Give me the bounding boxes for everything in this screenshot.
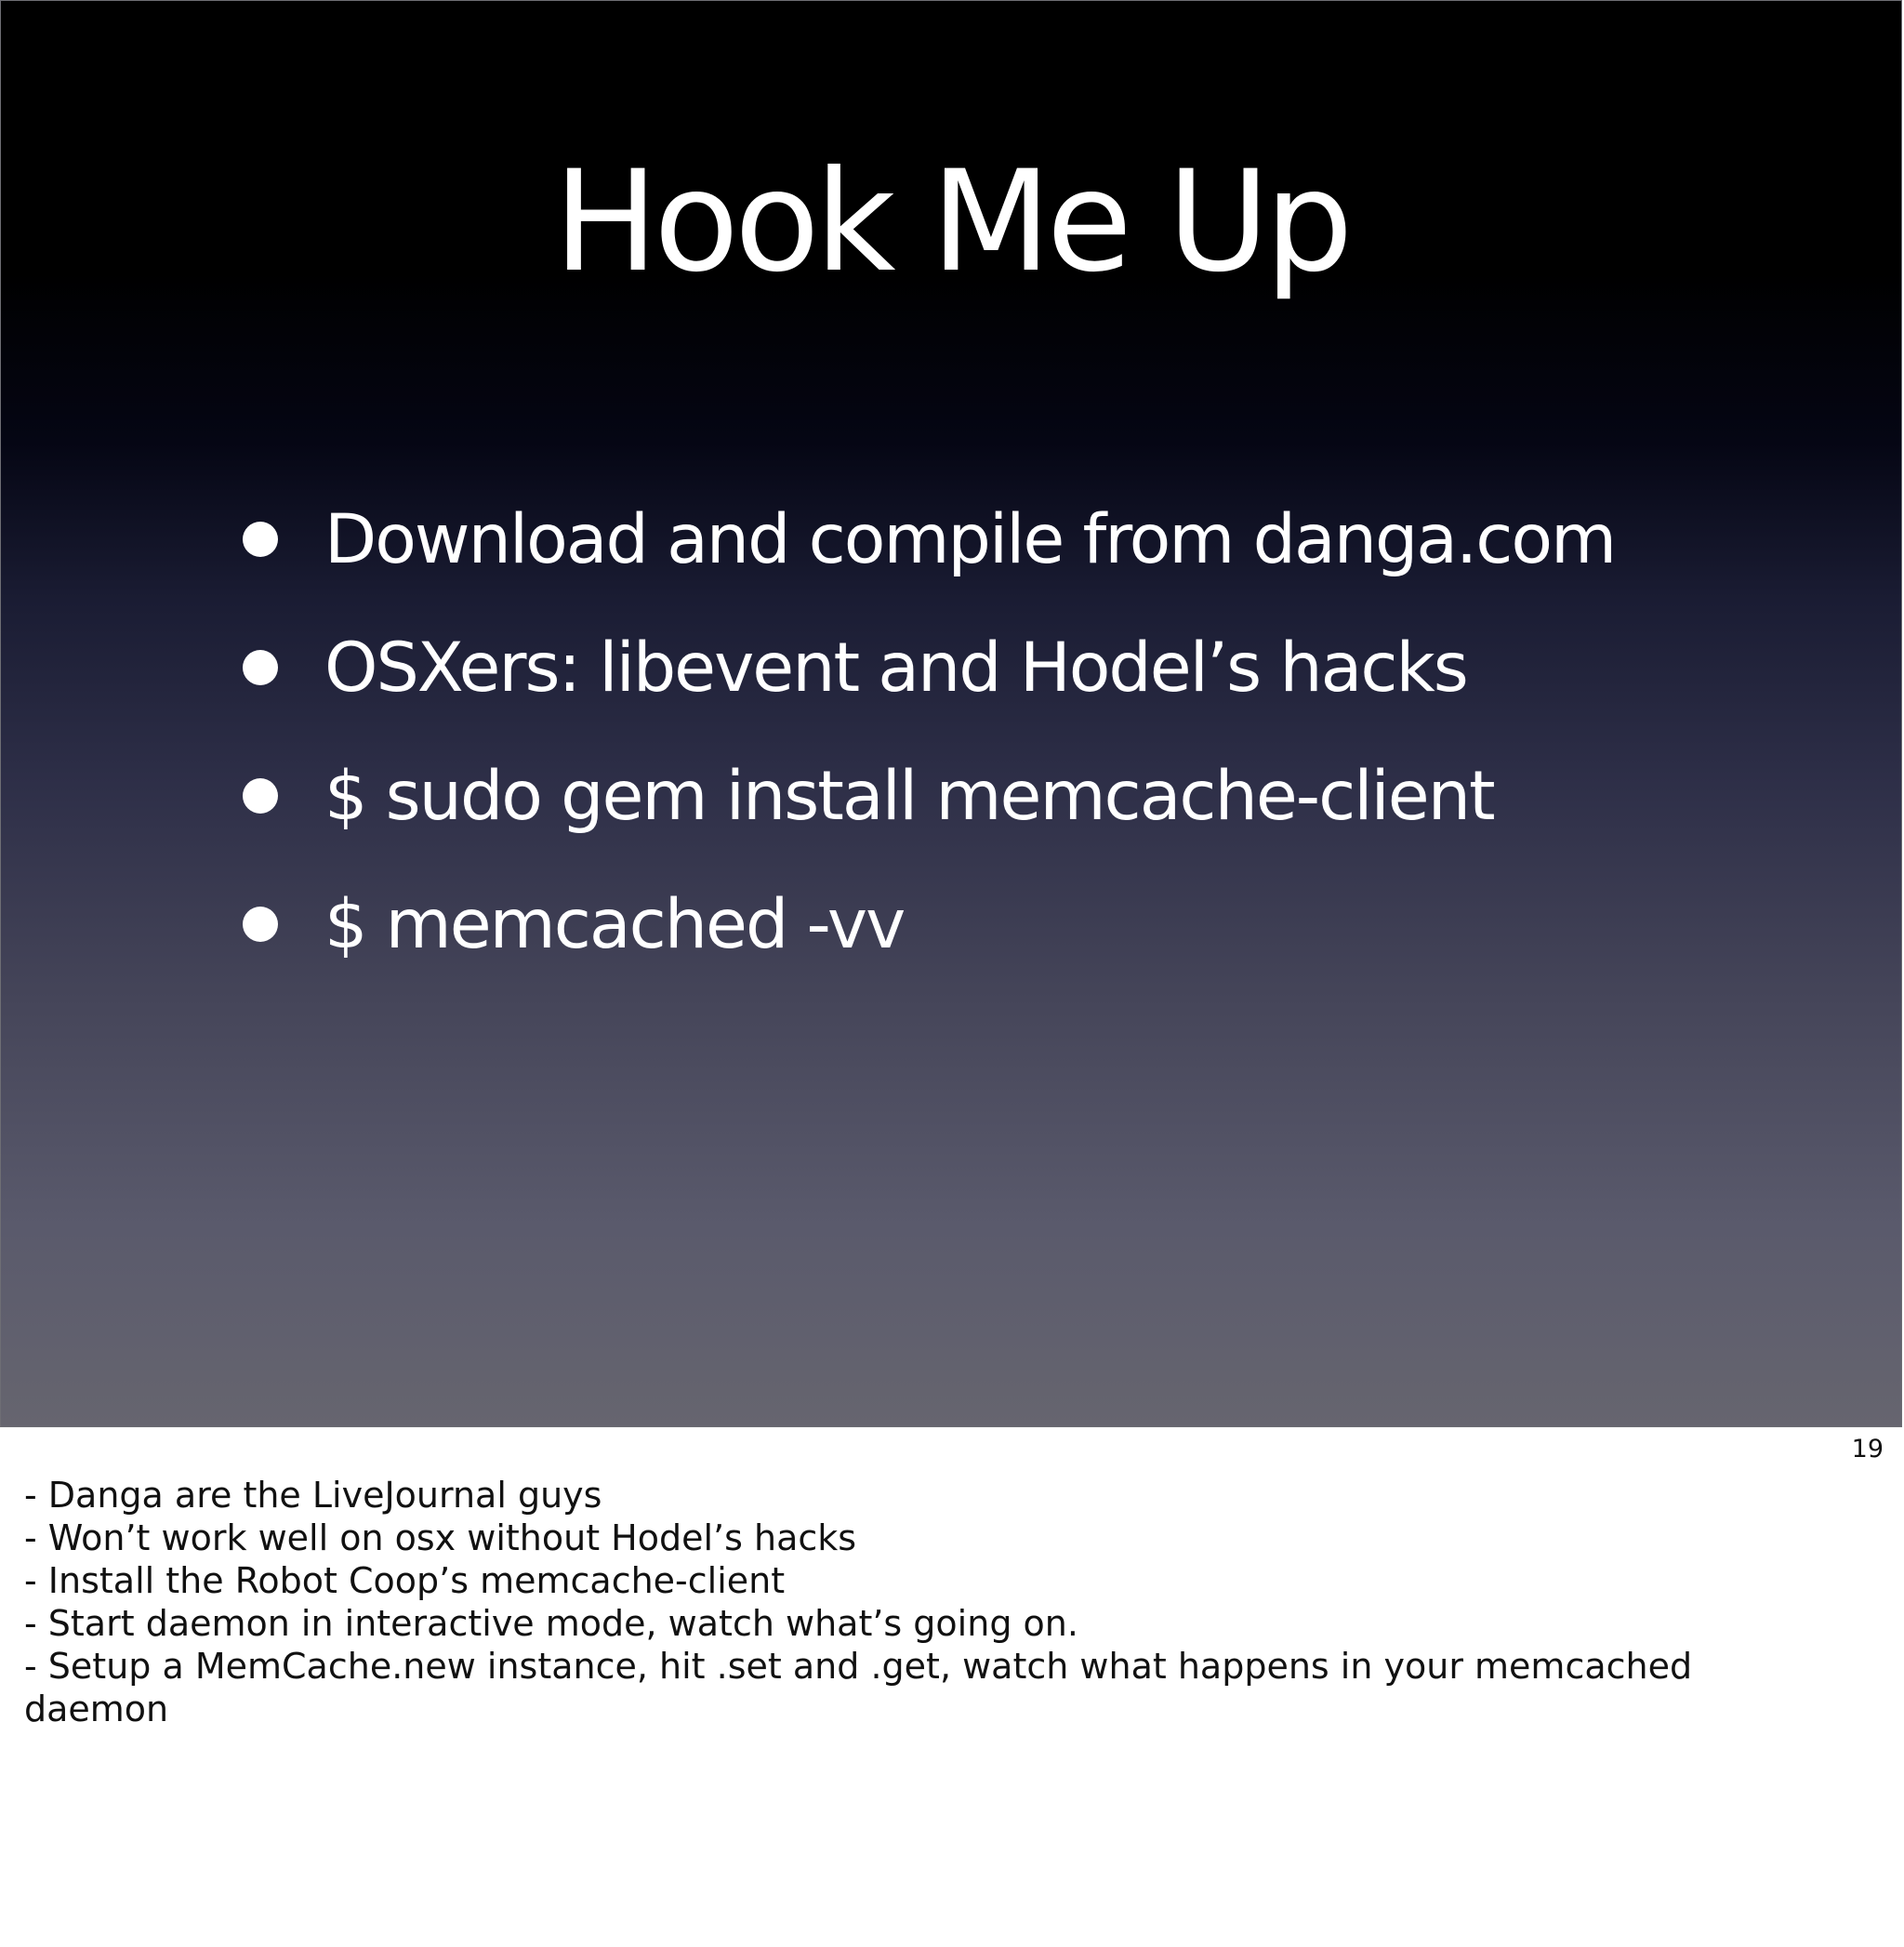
speaker-notes <box>24 1474 1791 1730</box>
bullet-dot-icon <box>243 650 278 685</box>
bullet-item <box>241 603 1615 732</box>
bullet-text: OSXers: libevent and Hodel’s hacks <box>324 628 1467 708</box>
note-line: - Danga are the LiveJournal guys <box>24 1475 602 1516</box>
bullet-dot-icon <box>243 778 278 814</box>
bullet-dot-icon <box>243 522 278 557</box>
bullet-dot-icon <box>243 907 278 942</box>
bullet-item <box>241 475 1615 603</box>
page-number: 19 <box>1851 1435 1884 1464</box>
note-line: - Install the Robot Coop’s memcache-client <box>24 1560 786 1601</box>
bullet-text: $ memcached -vv <box>324 884 905 964</box>
bullet-item <box>241 732 1615 860</box>
bullet-item <box>241 860 1615 988</box>
note-line: - Start daemon in interactive mode, watch what’s going on. <box>24 1603 1078 1644</box>
note-line: - Setup a MemCache.new instance, hit .set and .get, watch what happens in your memcached daemon <box>24 1646 1704 1729</box>
bullet-text: Download and compile from danga.com <box>324 499 1616 579</box>
bullet-text: $ sudo gem install memcache-client <box>324 756 1494 836</box>
note-line: - Won’t work well on osx without Hodel’s hacks <box>24 1517 857 1558</box>
slide-title: Hook Me Up <box>553 141 1349 303</box>
bullet-list <box>241 475 1615 988</box>
